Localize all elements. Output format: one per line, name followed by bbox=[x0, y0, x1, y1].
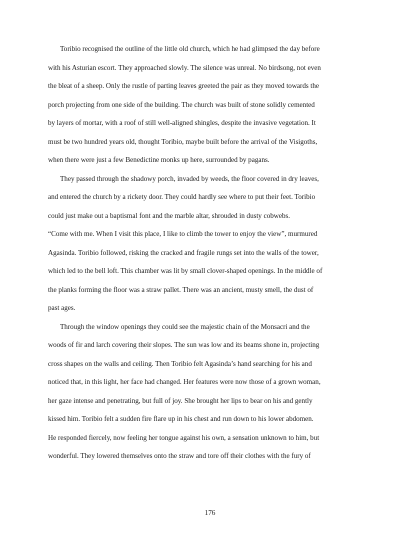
text-line: by layers of mortar, with a roof of still well-aligned shingles, despite the invasive vegetation. It bbox=[48, 119, 316, 127]
text-line: woods of fir and larch covering their slopes. The sun was low and its beams shone in, projecting bbox=[48, 341, 320, 349]
text-line: Agasinda. Toribio followed, risking the cracked and fragile rungs set into the walls of the tower, bbox=[48, 248, 319, 257]
text-line: They passed through the shadowy porch, invaded by weeds, the floor covered in dry leaves, bbox=[60, 174, 319, 183]
text-line: when there were just a few Benedictine monks up here, surrounded by pagans. bbox=[48, 156, 270, 164]
body-text bbox=[48, 40, 372, 466]
text-line: wonderful. They lowered themselves onto the straw and tore off their clothes with the fury of bbox=[48, 452, 311, 460]
text-line: the planks forming the floor was a straw pallet. There was an ancient, musty smell, the dust of bbox=[48, 285, 314, 294]
text-line: and entered the church by a rickety door. They could hardly see where to put their feet. Toribio bbox=[48, 193, 316, 201]
text-line: which led to the bell loft. This chamber was lit by small clover-shaped openings. In the middle of bbox=[48, 267, 323, 275]
paragraph-4 bbox=[48, 318, 372, 466]
text-line: could just make out a baptismal font and the marble altar, shrouded in dusty cobwebs. bbox=[48, 211, 290, 220]
text-line: He responded fiercely, now feeling her tongue against his own, a sensation unknown to him, but bbox=[48, 433, 320, 442]
paragraph-2 bbox=[48, 170, 372, 226]
text-line: Through the window openings they could see the majestic chain of the Monsacri and the bbox=[60, 322, 310, 331]
text-line: with his Asturian escort. They approached slowly. The silence was unreal. No birdsong, not even bbox=[48, 63, 321, 72]
text-line: kissed him. Toribio felt a sudden fire flare up in his chest and run down to his lower abdomen. bbox=[48, 415, 314, 423]
text-line: past ages. bbox=[48, 304, 76, 312]
paragraph-3 bbox=[48, 225, 372, 318]
text-line: must be two hundred years old, thought Toribio, maybe built before the arrival of the Visigoths, bbox=[48, 137, 318, 146]
text-line: noticed that, in this light, her face had changed. Her features were now those of a grown woman, bbox=[48, 378, 321, 386]
text-line: porch projecting from one side of the building. The church was built of stone solidly cemented bbox=[48, 100, 315, 109]
paragraph-1 bbox=[48, 40, 372, 170]
text-line: cross shapes on the walls and ceiling. Then Toribio felt Agasinda’s hand searching for his and bbox=[48, 359, 312, 368]
text-line: the bleat of a sheep. Only the rustle of parting leaves greeted the pair as they moved towards the bbox=[48, 82, 320, 90]
text-line: her gaze intense and penetrating, but full of joy. She brought her lips to bear on his and gently bbox=[48, 396, 313, 405]
text-line: “Come with me. When I visit this place, I like to climb the tower to enjoy the view”, murmured bbox=[48, 230, 318, 238]
text-line: Toribio recognised the outline of the little old church, which he had glimpsed the day before bbox=[60, 45, 320, 53]
page-number: 176 bbox=[204, 509, 216, 517]
